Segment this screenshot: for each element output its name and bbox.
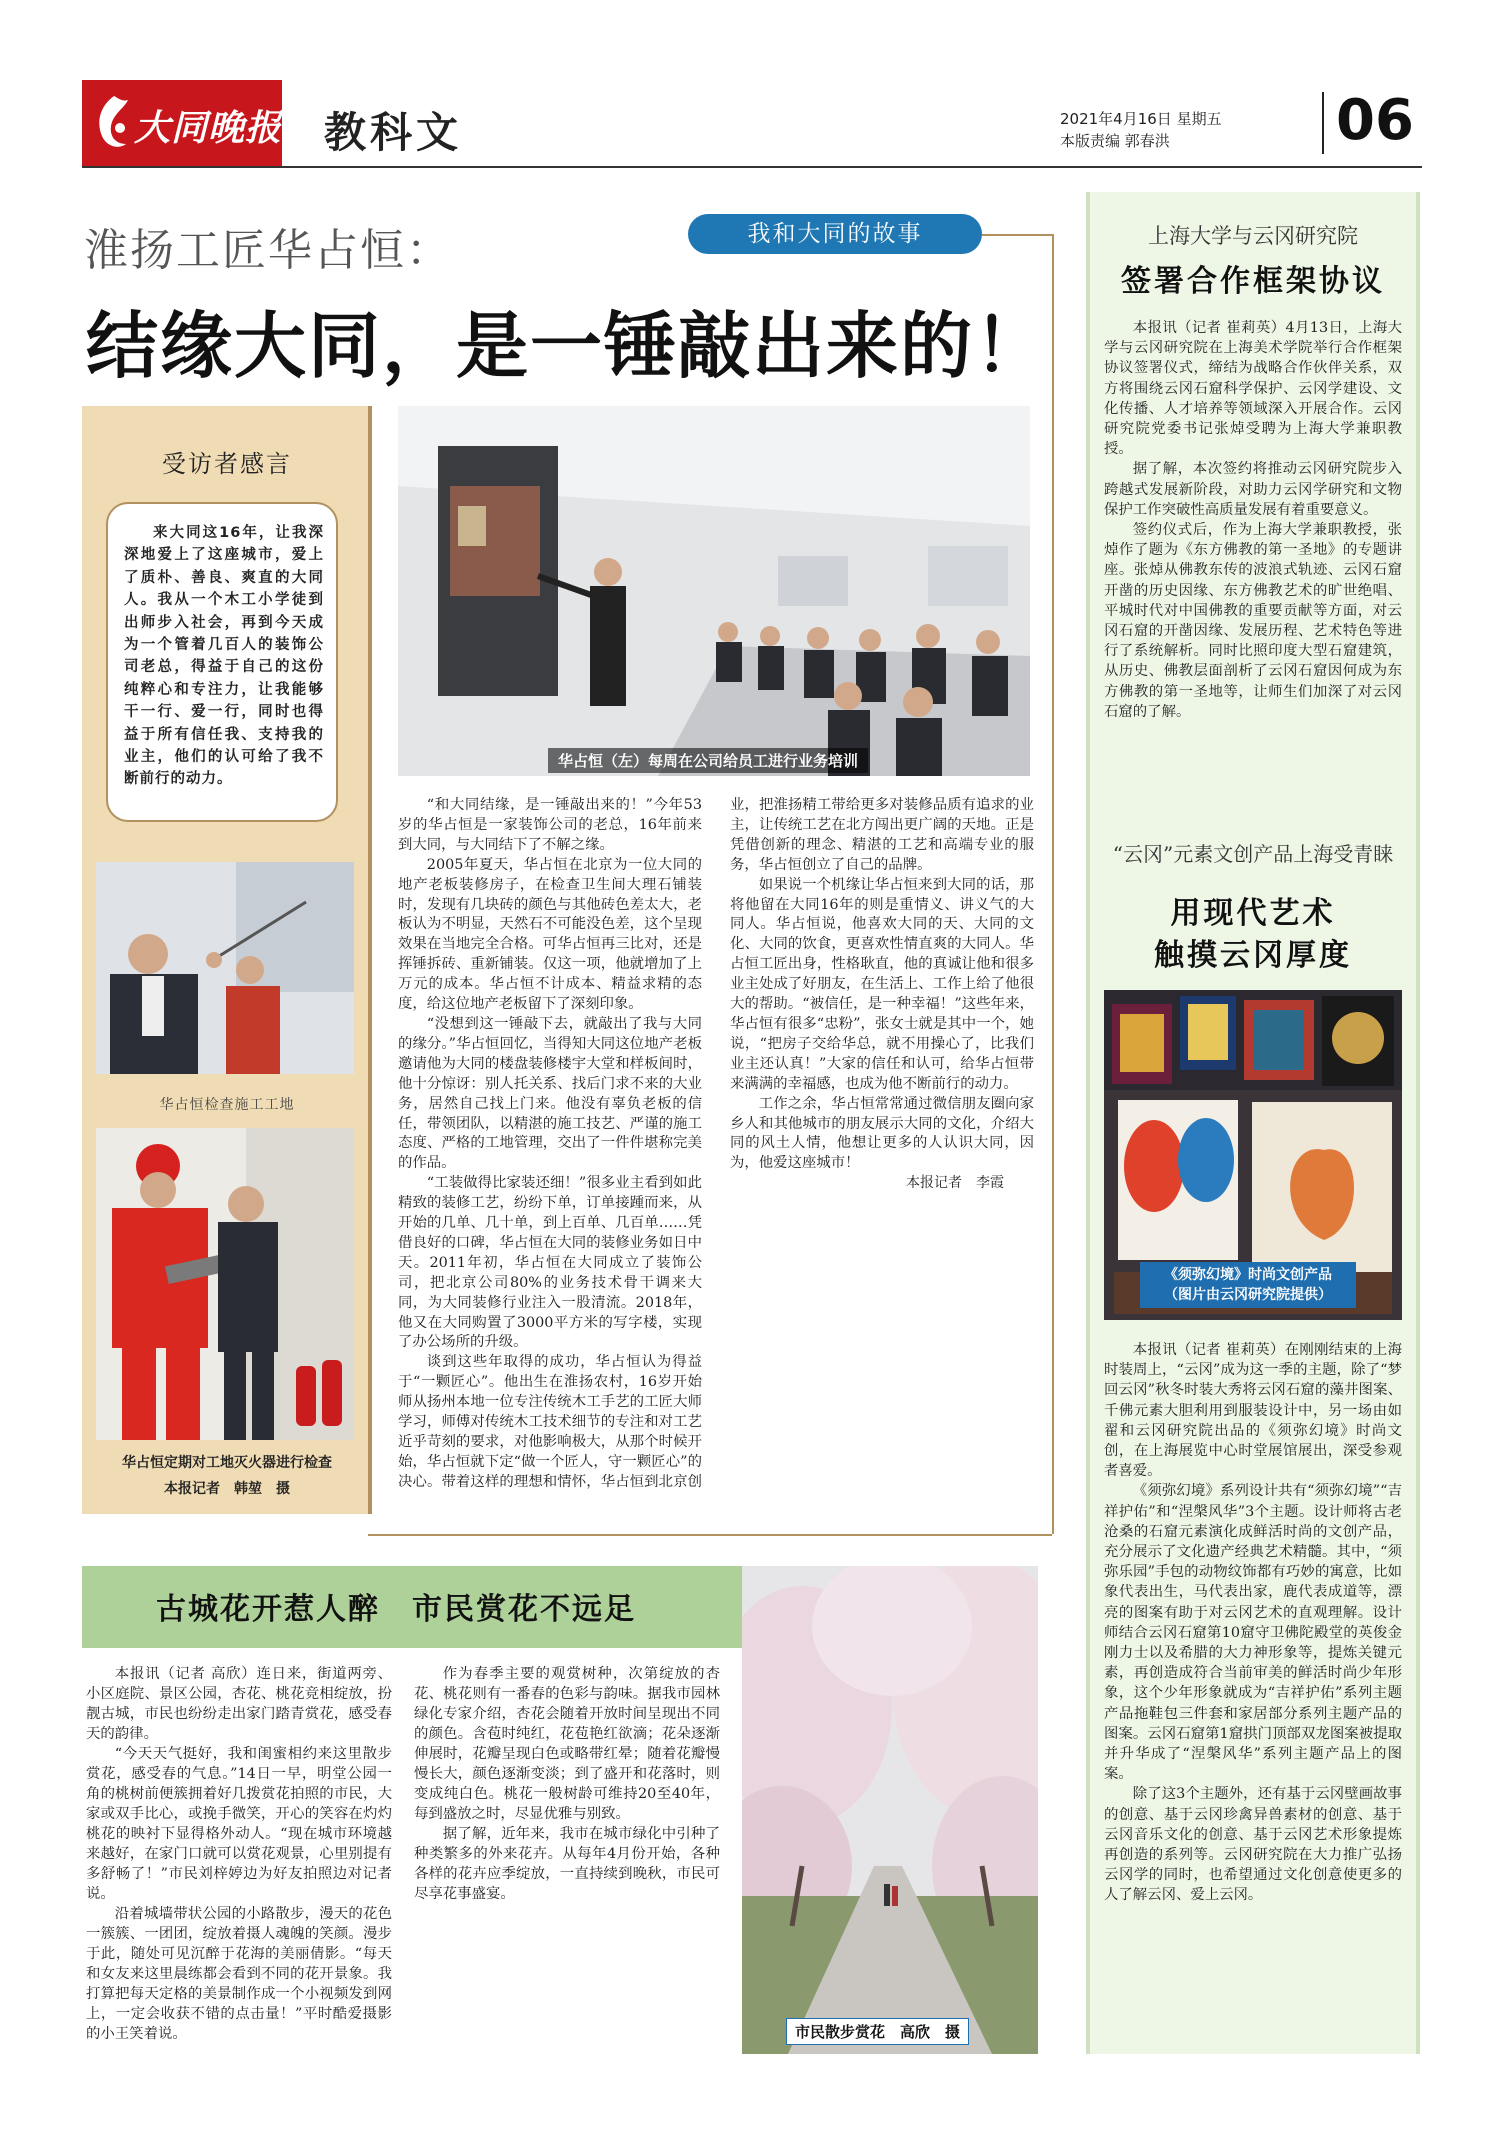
agreement-paragraph: 据了解，本次签约将推动云冈研究院步入跨越式发展新阶段，对助力云冈学研究和文物保护工作突破性高质量发展有着重要意义。 <box>1104 461 1402 518</box>
cultural-products-headline-2: 触摸云冈厚度 <box>1154 938 1352 973</box>
masthead-rule <box>82 166 1422 168</box>
article-kicker: 淮扬工匠华占恒： <box>84 225 452 276</box>
product-photo-caption: 《须弥幻境》时尚文创产品 <box>1164 1267 1332 1283</box>
main-photo-caption: 华占恒（左）每周在公司给员工进行业务培训 <box>548 748 868 773</box>
cultural-products-kicker: “云冈”元素文创产品上海受青睐 <box>1112 842 1394 866</box>
quote-text: 来大同这16年，让我深深地爱上了这座城市，爱上了质朴、善良、爽直的大同人。我从一个木工小学徒到出师步入社会，再到今天成为一个管着几百人的装饰公司老总，得益于自己的这份纯粹心和专注力，让我能够干一行、爱一行，同时也得益于所有信任我、支持我的业主，他们的认可给了我不断前行的动力。 <box>124 525 324 788</box>
cultural-products-body <box>1104 1340 1402 2046</box>
flower-paragraph: “今天天气挺好，我和闺蜜相约来这里散步赏花，感受春的气息。”14日一早，明堂公园一角的桃树前便簇拥着好几拨赏花拍照的市民，大家或双手比心，或挽手微笑，开心的笑容在灼灼桃花的映衬下显得格外动人。“现在城市环境越来越好，在家门口就可以赏花观景，心里别提有多舒畅了！”市民刘梓婷边为好友拍照边对记者说。 <box>86 1746 392 1902</box>
main-byline: 本报记者 李霞 <box>906 1175 1004 1192</box>
yungang-agreement-headline: 签署合作框架协议 <box>1121 264 1385 299</box>
sidebar-title: 受访者感言 <box>162 450 292 478</box>
agreement-paragraph: 本报讯（记者 崔莉英）4月13日，上海大学与云冈研究院在上海美术学院举行合作框架协议签署仪式，缔结为战略合作伙伴关系，双方将围绕云冈石窟科学保护、云冈学建设、文化传播、人才培养等领域深入开展合作。云冈研究院党委书记张焯受聘为上海大学兼职教授。 <box>1104 320 1402 458</box>
photo-site-inspection <box>96 862 354 1074</box>
yungang-agreement-body <box>1104 318 1402 802</box>
frame-line <box>368 1534 1052 1536</box>
products-paragraph: 除了这3个主题外，还有基于云冈壁画故事的创意、基于云冈珍禽异兽素材的创意、基于云冈音乐文化的创意、基于云冈艺术形象提炼再创造的系列等。云冈研究院在大力推广弘扬云冈学的同时，也希望通过文化创意使更多的人了解云冈、爱上云冈。 <box>1104 1786 1402 1904</box>
page-number: 06 <box>1336 88 1414 153</box>
flower-article-body <box>86 1664 720 2054</box>
issue-date: 2021年4月16日 星期五 <box>1060 110 1222 128</box>
masthead-divider <box>1322 92 1324 154</box>
main-paragraph: “和大同结缘，是一锤敲出来的！”今年53岁的华占恒是一家装饰公司的老总，16年前来到大同，与大同结下了不解之缘。 <box>398 797 702 853</box>
products-paragraph: 《须弥幻境》系列设计共有“须弥幻境”“吉祥护佑”和“涅槃风华”3个主题。设计师将古老沧桑的石窟元素演化成鲜活时尚的文创产品，充分展示了文化遗产经典艺术精髓。其中，“须弥乐园”手包的动物纹饰都有巧妙的寓意，比如象代表出生，马代表出家，鹿代表成道等，漂亮的图案有助于对云冈艺术的直观理解。设计师结合云冈石窟第10窟守卫佛陀殿堂的英俊金刚力士以及希腊的大力神形象等，提炼关键元素，再创造成符合当前审美的鲜活时尚少年形象，这个少年形象就成为“吉祥护佑”系列主题产品拖鞋包三件套和家居部分系列主题产品的图案。云冈石窟第1窟拱门顶部双龙图案被提取并升华成了“涅槃风华”系列主题产品上的图案。 <box>1104 1483 1402 1783</box>
masthead <box>82 80 1422 166</box>
flower-headline: 古城花开惹人醉 市民赏花不远足 <box>156 1592 636 1627</box>
cultural-products-headline-1: 用现代艺术 <box>1170 896 1336 931</box>
photo3-caption: 华占恒定期对工地灭火器进行检查 <box>122 1455 332 1471</box>
photo-park-blossoms <box>742 1566 1038 2054</box>
article-headline: 结缘大同，是一锤敲出来的！ <box>86 303 1049 388</box>
column-tag: 我和大同的故事 <box>688 214 982 254</box>
frame-line <box>1052 234 1054 1534</box>
logo <box>82 80 282 166</box>
photo-extinguisher-check <box>96 1128 354 1440</box>
agreement-paragraph: 签约仪式后，作为上海大学兼职教授，张焯作了题为《东方佛教的第一圣地》的专题讲座。张焯从佛教东传的波浪式轨迹、云冈石窟开凿的历史因缘、东方佛教艺术的旷世绝唱、平城时代对中国佛教的重要贡献等方面，对云冈石窟的开凿因缘、发展历程、艺术特色等进行了系统解析。同时比照印度大型石窟建筑，从历史、佛教层面剖析了云冈石窟因何成为东方佛教的第一圣地等，让师生们加深了对云冈石窟的了解。 <box>1104 522 1402 720</box>
main-paragraph: 工作之余，华占恒常常通过微信朋友圈向家乡人和其他城市的朋友展示大同的文化，介绍大同的风土人情，他想让更多的人认识大同，因为，他爱这座城市！ <box>730 1095 1034 1172</box>
flower-paragraph: 沿着城墙带状公园的小路散步，漫天的花色一簇簇、一团团，绽放着摄人魂魄的笑颜。漫步于此，随处可见沉醉于花海的美丽倩影。“每天和女友来这里晨练都会看到不同的花开景象。我打算把每天定格的美景制作成一个小视频发到网上，一定会收获不错的点击量！”平时酷爱摄影的小王笑着说。 <box>86 1906 392 2042</box>
logo-text: 大同晚报 <box>134 107 283 149</box>
products-paragraph: 本报讯（记者 崔莉英）在刚刚结束的上海时装周上，“云冈”成为这一季的主题，除了“梦回云冈”秋冬时装大秀将云冈石窟的藻井图案、千佛元素大胆利用到服装设计中，另一场由如翟和云冈研究院出品的《须弥幻境》时尚文创，在上海展览中心时堂展馆展出，深受参观者喜爱。 <box>1104 1342 1402 1480</box>
main-paragraph: 谈到这些年取得的成功，华占恒认为得益于“一颗匠心”。他出生在淮扬农村，16岁开始师从扬州本地一位专注传统木工手艺的工匠大师学习，师傅对传统木工技术细节的专注和对工艺近乎苛刻的要求，对他影响极大，从那个时候开始，华占恒就下定“做一个匠人，守一颗匠心”的决心。带着这样的理想和情怀，华占恒到北京创业，把淮扬精工带给更多对装修品质有追求的业主，让传统工艺在北方闯出更广阔的天地。正是凭借创新的理念、精湛的工艺和高端专业的服务，华占恒创立了自己的品牌。 <box>398 797 1034 1490</box>
product-photo-credit: （图片由云冈研究院提供） <box>1164 1287 1332 1303</box>
photo2-caption: 华占恒检查施工工地 <box>159 1097 295 1113</box>
main-paragraph: “没想到这一锤敲下去，就敲出了我与大同的缘分。”华占恒回忆，当得知大同这位地产老板邀请他为大同的楼盘装修楼宇大堂和样板间时，他十分惊讶：别人托关系、找后门求不来的大业务，居然自己找上门来。他没有辜负老板的信任，带领团队，以精湛的施工技艺、严谨的施工态度、严格的工地管理，交出了一件件堪称完美的作品。 <box>398 1015 702 1172</box>
main-paragraph: “工装做得比家装还细！”很多业主看到如此精致的装修工艺，纷纷下单，订单接踵而来，从开始的几单、几十单，到上百单、几百单……凭借良好的口碑，华占恒在大同的装修业务如日中天。2011年初，华占恒在大同成立了装饰公司，把北京公司80%的业务技术骨干调来大同，为大同装修行业注入一股清流。2018年，他又在大同购置了3000平方米的写字楼，实现了办公场所的升级。 <box>398 1175 702 1351</box>
main-paragraph: 2005年夏天，华占恒在北京为一位大同的地产老板装修房子，在检查卫生间大理石铺装时，发现有几块砖的颜色与其他砖色差太大，老板认为不明显，天然石不可能没色差，这个呈现效果在当地完全合格。可华占恒再三比对，还是挥锤拆砖、重新铺装。仅这一项，他就增加了上万元的成本。华占恒不计成本、精益求精的态度，给这位地产老板留下了深刻印象。 <box>398 856 702 1013</box>
photo-credit: 本报记者 韩堃 摄 <box>164 1481 290 1497</box>
logo-emblem-icon <box>92 92 134 154</box>
product-photo-caption-box <box>1140 1262 1356 1308</box>
main-article-body <box>398 796 1034 1506</box>
yungang-agreement-kicker: 上海大学与云冈研究院 <box>1148 224 1358 248</box>
main-paragraph: 如果说一个机缘让华占恒来到大同的话，那将他留在大同16年的则是重情义、讲义气的大同人。华占恒说，他喜欢大同的天、大同的文化、大同的饮食，更喜欢性情直爽的大同人。华占恒工匠出身，性格耿直，他的真诚让他和很多业主处成了好朋友，在生活上、工作上给了他很大的帮助。“被信任，是一种幸福！”这些年来，华占恒有很多“忠粉”，张女士就是其中一个，她说，“把房子交给华总，就不用操心了，比我们业主还认真！”大家的信任和认可，给华占恒带来满满的幸福感，也成为他不断前行的动力。 <box>730 876 1034 1092</box>
frame-line <box>982 234 1052 236</box>
flower-paragraph: 作为春季主要的观赏树种，次第绽放的杏花、桃花则有一番春的色彩与韵味。据我市园林绿化专家介绍，杏花会随着开放时间呈现出不同的颜色。含苞时纯红，花苞艳红欲滴；花朵逐渐伸展时，花瓣呈现白色或略带红晕；随着花瓣慢慢长大，颜色逐渐变淡；到了盛开和花落时，则变成纯白色。桃花一般树龄可维持20至40年，每到盛放之时，尽显优雅与别致。 <box>414 1666 720 1822</box>
flower-paragraph: 据了解，近年来，我市在城市绿化中引种了种类繁多的外来花卉。从每年4月份开始，各种各样的花卉应季绽放，一直持续到晚秋，市民可尽享花事盛宴。 <box>414 1826 720 1902</box>
section-title: 教科文 <box>324 108 463 157</box>
page-editor: 本版责编 郭春洪 <box>1060 132 1170 150</box>
quote-box <box>106 502 338 822</box>
photo-staff-training <box>398 406 1030 776</box>
flower-photo-caption: 市民散步赏花 高欣 摄 <box>786 2018 969 2045</box>
flower-paragraph: 本报讯（记者 高欣）连日来，街道两旁、小区庭院、景区公园，杏花、桃花竞相绽放，扮靓古城，市民也纷纷走出家门踏青赏花，感受春天的韵律。 <box>86 1666 392 1742</box>
